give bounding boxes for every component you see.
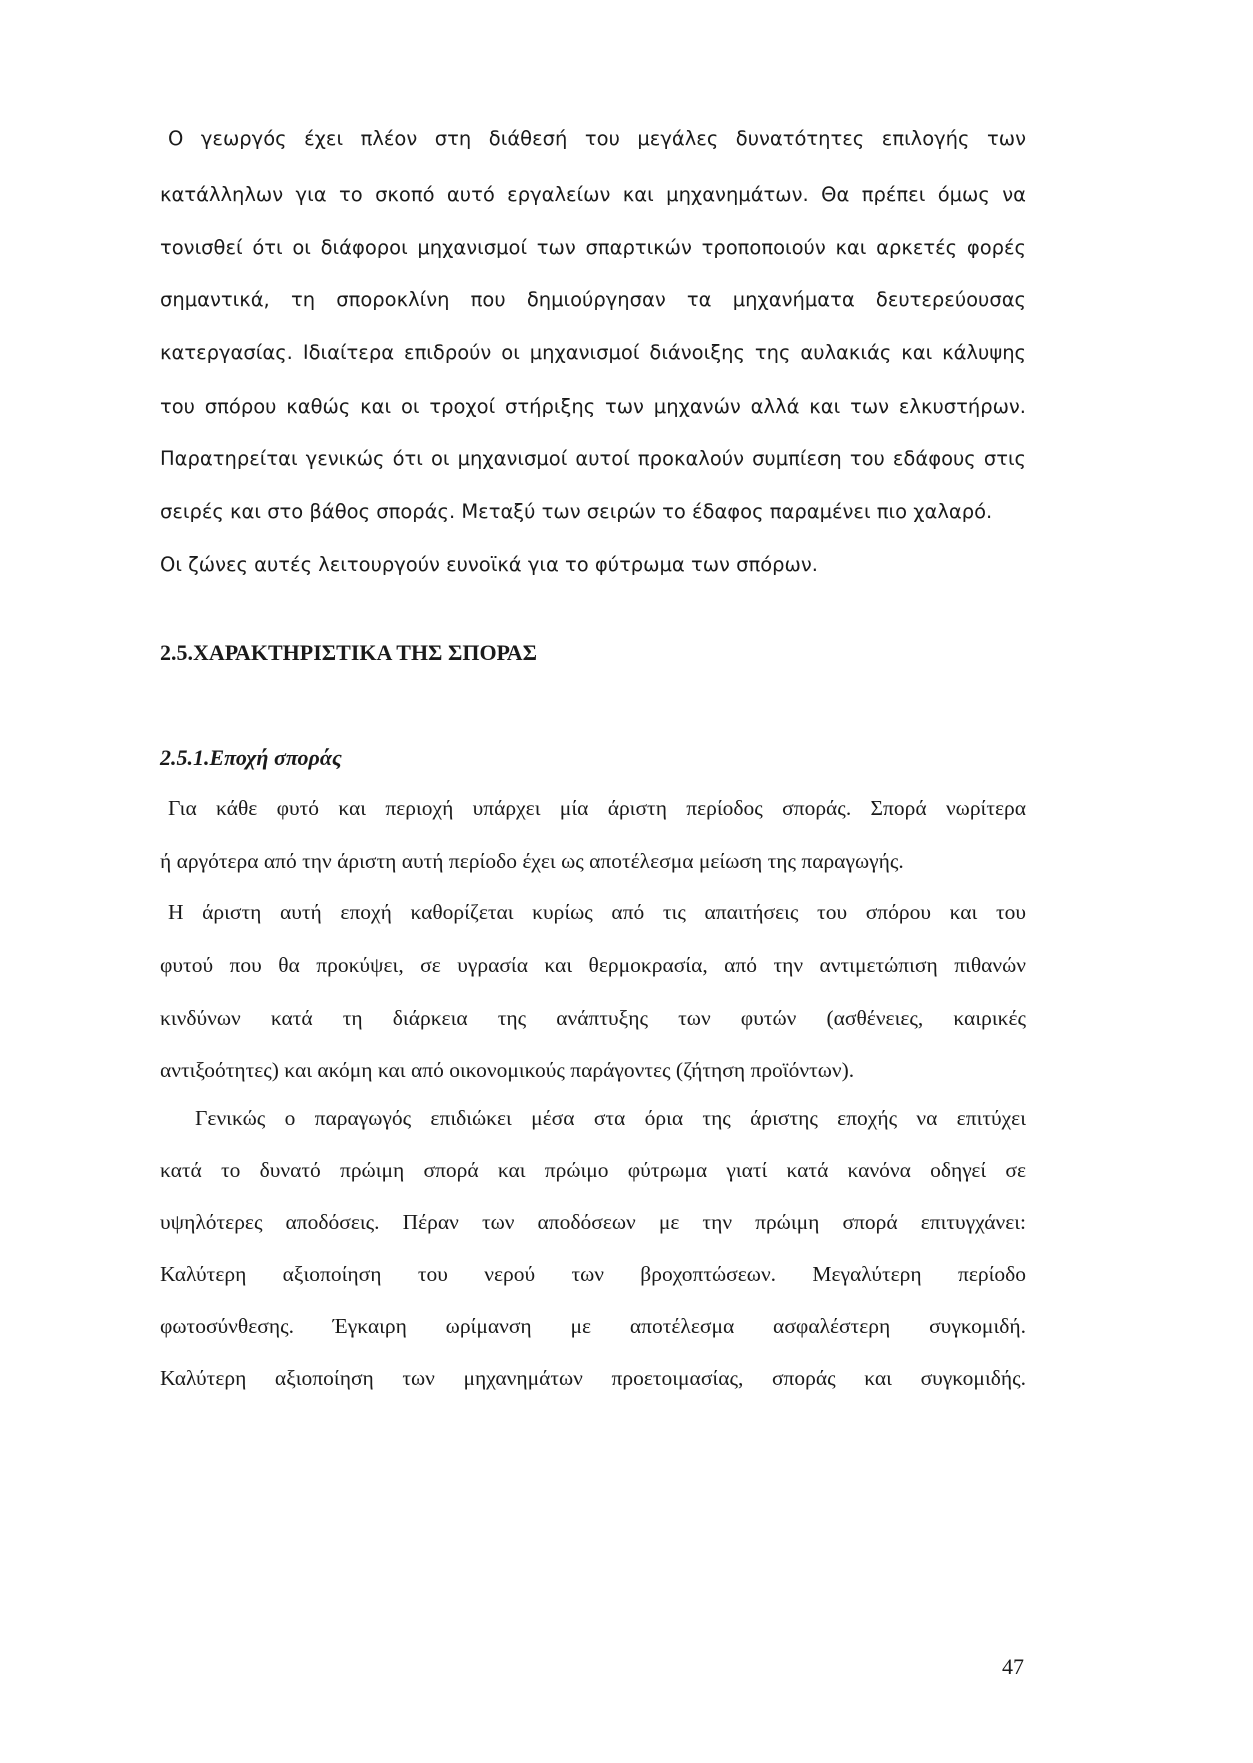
text-line: κατάλληλων για το σκοπό αυτό εργαλείων και μηχανημάτων. Θα πρέπει όμως να: [160, 183, 1026, 206]
text-line: Ο γεωργός έχει πλέον στη διάθεσή του μεγάλες δυνατότητες επιλογής των: [168, 127, 1026, 150]
text-line: τονισθεί ότι οι διάφοροι μηχανισμοί των σπαρτικών τροποποιούν και αρκετές φορές: [160, 236, 1026, 259]
text-line: Παρατηρείται γενικώς ότι οι μηχανισμοί αυτοί προκαλούν συμπίεση του εδάφους στις: [160, 447, 1026, 470]
subsection-heading: 2.5.1.Εποχή σποράς: [160, 745, 342, 770]
text-line: σειρές και στο βάθος σποράς. Μεταξύ των σειρών το έδαφος παραμένει πιο χαλαρό.: [160, 500, 993, 523]
text-line: ή αργότερα από την άριστη αυτή περίοδο έχει ως αποτέλεσμα μείωση της παραγωγής.: [160, 849, 904, 873]
text-line: του σπόρου καθώς και οι τροχοί στήριξης των μηχανών αλλά και των ελκυστήρων.: [160, 395, 1026, 418]
text-line: αντιξοότητες) και ακόμη και από οικονομικούς παράγοντες (ζήτηση προϊόντων).: [160, 1058, 855, 1082]
page-number: 47: [1002, 1654, 1024, 1679]
text-line: υψηλότερες αποδόσεις. Πέραν των αποδόσεων με την πρώιμη σπορά επιτυγχάνει:: [160, 1210, 1026, 1234]
text-line: Για κάθε φυτό και περιοχή υπάρχει μία άριστη περίοδος σποράς. Σπορά νωρίτερα: [168, 796, 1026, 820]
text-line: Καλύτερη αξιοποίηση των μηχανημάτων προετοιμασίας, σποράς και συγκομιδής.: [160, 1366, 1026, 1390]
text-line: κινδύνων κατά τη διάρκεια της ανάπτυξης των φυτών (ασθένειες, καιρικές: [160, 1006, 1026, 1030]
text-line: κατεργασίας. Ιδιαίτερα επιδρούν οι μηχανισμοί διάνοιξης της αυλακιάς και κάλυψης: [160, 341, 1026, 364]
text-line: κατά το δυνατό πρώιμη σπορά και πρώιμο φύτρωμα γιατί κατά κανόνα οδηγεί σε: [160, 1158, 1026, 1182]
text-line: Η άριστη αυτή εποχή καθορίζεται κυρίως από τις απαιτήσεις του σπόρου και του: [168, 900, 1026, 924]
text-line: Γενικώς ο παραγωγός επιδιώκει μέσα στα όρια της άριστης εποχής να επιτύχει: [195, 1106, 1026, 1130]
text-line: Καλύτερη αξιοποίηση του νερού των βροχοπτώσεων. Μεγαλύτερη περίοδο: [160, 1262, 1026, 1286]
text-line: φωτοσύνθεσης. Έγκαιρη ωρίμανση με αποτέλεσμα ασφαλέστερη συγκομιδή.: [160, 1314, 1026, 1338]
text-line: Οι ζώνες αυτές λειτουργούν ευνοϊκά για το φύτρωμα των σπόρων.: [160, 553, 818, 576]
text-line: φυτού που θα προκύψει, σε υγρασία και θερμοκρασία, από την αντιμετώπιση πιθανών: [160, 953, 1026, 977]
text-line: σημαντικά, τη σπορoκλίνη που δημιούργησαν τα μηχανήματα δευτερεύουσας: [160, 288, 1026, 311]
section-heading: 2.5.ΧΑΡΑΚΤΗΡΙΣΤΙΚΑ ΤΗΣ ΣΠΟΡΑΣ: [160, 640, 538, 665]
